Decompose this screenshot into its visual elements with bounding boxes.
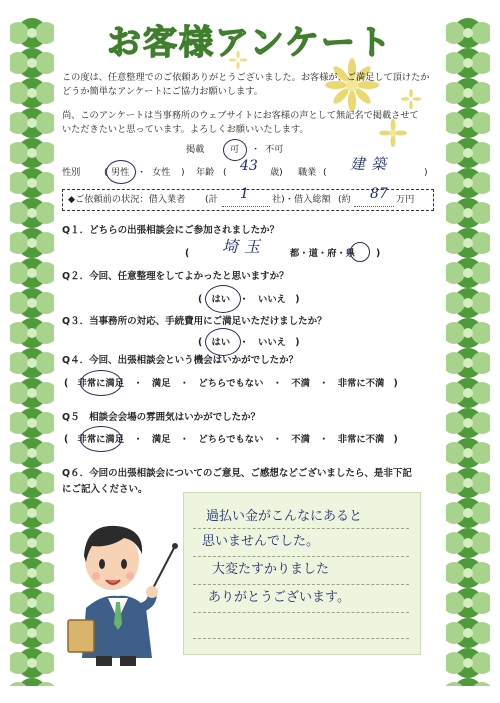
comment-line	[193, 612, 409, 613]
q3-options[interactable]: ( はい ・ いいえ )	[198, 337, 300, 348]
lender-count[interactable]: 1	[240, 186, 249, 202]
q5-options[interactable]: ( 非常に満足 ・ 満足 ・ どちらでもない ・ 不満 ・ 非常に不満 )	[64, 434, 398, 445]
right-leaf-border	[446, 18, 490, 686]
input-underline	[354, 206, 394, 207]
publish-separator: ・	[251, 144, 261, 155]
flower-icon	[378, 118, 408, 148]
intro-line: どうか簡単なアンケートにご協力お願いします。	[62, 86, 263, 97]
comment-line	[193, 584, 409, 585]
publish-no-option[interactable]: 不可	[265, 144, 284, 155]
intro-line: 尚、このアンケートは当事務所のウェブサイトにお客様の声として無記名で掲載させて	[62, 110, 419, 121]
q2-options[interactable]: ( はい ・ いいえ )	[198, 294, 300, 305]
paren: )	[376, 248, 381, 259]
comment-text: ありがとうございます。	[208, 590, 350, 605]
job-label: 職業	[298, 167, 317, 178]
comment-line	[193, 638, 409, 639]
paren: (	[104, 167, 108, 178]
paren: )	[424, 167, 428, 178]
paren: (	[185, 248, 190, 259]
selection-circle	[106, 160, 136, 184]
age-value[interactable]: 43	[240, 158, 258, 174]
lender-open: (計	[205, 194, 218, 205]
intro-line: いただきたいと思っています。よろしくお願いいたします。	[62, 124, 309, 135]
question-4: Q４．今回、出張相談会という機会はいかがでしたか？	[62, 355, 299, 366]
situation-text: ◆ご依頼前の状況：借入業者	[68, 194, 186, 205]
man-illustration	[62, 508, 182, 668]
selection-circle	[80, 370, 122, 396]
paren: (	[323, 167, 327, 178]
lender-unit: 社)・借入総額	[272, 194, 331, 205]
q4-options[interactable]: ( 非常に満足 ・ 満足 ・ どちらでもない ・ 不満 ・ 非常に不満 )	[64, 378, 398, 389]
selection-circle	[350, 242, 370, 262]
question-1: Q１．どちらの出張相談会にご参加されましたか？	[62, 225, 280, 236]
amount-unit: 万円	[396, 194, 415, 205]
intro-line: この度は、任意整理でのご依頼ありがとうございました。お客様が、ご満足して頂けたか	[62, 72, 430, 83]
paren: (	[223, 167, 227, 178]
gender-female-option[interactable]: 女性	[152, 167, 171, 178]
question-3: Q３．当事務所の対応、手続費用にご満足いただけましたか？	[62, 316, 327, 327]
q1-answer[interactable]: 埼玉	[222, 237, 267, 256]
comment-text: 過払い金がこんなにあると	[206, 509, 363, 524]
flower-icon	[322, 55, 382, 115]
title-text: お客様アンケート	[107, 23, 393, 63]
gender-label: 性別	[62, 167, 81, 178]
q1-suffix: 都・道・府・県	[290, 248, 356, 259]
question-6: にご記入ください。	[62, 484, 148, 495]
question-5: Q５ 相談会会場の雰囲気はいかがでしたか？	[62, 412, 261, 423]
paren: )	[181, 167, 185, 178]
input-underline	[222, 206, 270, 207]
flower-icon	[400, 88, 422, 110]
question-6: Q６．今回の出張相談会についてのご意見、ご感想などございましたら、是非下記	[62, 468, 412, 479]
selection-circle	[80, 426, 122, 452]
gender-male-option[interactable]: 男性	[111, 167, 130, 178]
age-unit: 歳)	[270, 167, 283, 178]
publish-yes-option[interactable]: 可	[230, 144, 240, 155]
comment-line	[193, 556, 409, 557]
selection-circle	[205, 285, 241, 313]
job-value[interactable]: 建築	[350, 155, 393, 173]
age-label: 年齢	[196, 167, 215, 178]
comment-text: 思いませんでした。	[202, 534, 320, 549]
amount-value[interactable]: 87	[370, 186, 388, 202]
publish-label: 掲載	[186, 144, 205, 155]
question-2: Q２．今回、任意整理をしてよかったと思いますか？	[62, 271, 289, 282]
comment-line	[193, 528, 409, 529]
comment-text: 大変たすかりました	[212, 562, 330, 577]
page-title	[72, 18, 428, 64]
amount-open: (約	[338, 194, 351, 205]
left-leaf-border	[10, 18, 54, 686]
gender-separator: ・	[137, 167, 147, 178]
selection-circle	[205, 328, 241, 356]
